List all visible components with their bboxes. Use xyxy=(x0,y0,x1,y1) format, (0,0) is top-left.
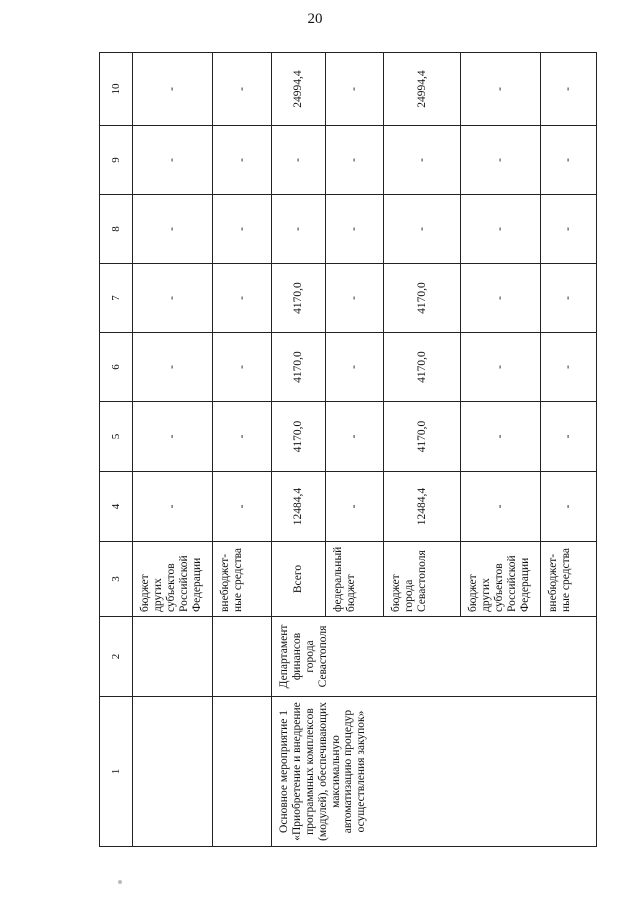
value-cell: - xyxy=(326,264,384,333)
value-cell: - xyxy=(541,333,597,402)
col-header-2: 2 xyxy=(100,617,133,697)
value-cell: 24994,4 xyxy=(384,53,461,126)
funding-source-cell: внебюджет-ные средства xyxy=(541,542,597,617)
scan-speck xyxy=(118,880,122,884)
measure-cell xyxy=(133,697,213,847)
col-header-7: 7 xyxy=(100,264,133,333)
funding-source-cell: Всего xyxy=(272,542,326,617)
value-cell: - xyxy=(133,195,213,264)
executor-cell: Департамент финансов города Севастополя xyxy=(272,617,597,697)
header-row xyxy=(100,53,133,847)
funding-source-cell: федеральный бюджет xyxy=(326,542,384,617)
col-header-3: 3 xyxy=(100,542,133,617)
value-cell: 12484,4 xyxy=(272,472,326,542)
value-cell: 4170,0 xyxy=(384,264,461,333)
value-cell: - xyxy=(133,402,213,472)
value-cell: 4170,0 xyxy=(272,402,326,472)
value-cell: - xyxy=(133,53,213,126)
value-cell: - xyxy=(213,264,272,333)
value-cell: - xyxy=(326,472,384,542)
value-cell: 4170,0 xyxy=(384,402,461,472)
value-cell: - xyxy=(133,472,213,542)
value-cell: 12484,4 xyxy=(384,472,461,542)
table-row xyxy=(213,53,272,847)
value-cell: - xyxy=(541,264,597,333)
value-cell: - xyxy=(541,195,597,264)
value-cell: - xyxy=(133,333,213,402)
col-header-1: 1 xyxy=(100,697,133,847)
executor-cell xyxy=(213,617,272,697)
value-cell: - xyxy=(541,402,597,472)
value-cell: - xyxy=(326,333,384,402)
funding-source-cell: внебюджет-ные средства xyxy=(213,542,272,617)
table-frame xyxy=(99,53,589,847)
col-header-4: 4 xyxy=(100,472,133,542)
value-cell: - xyxy=(272,195,326,264)
value-cell: - xyxy=(326,53,384,126)
value-cell: - xyxy=(133,126,213,195)
value-cell: 4170,0 xyxy=(272,333,326,402)
value-cell: - xyxy=(326,126,384,195)
budget-table xyxy=(99,52,597,847)
funding-source-cell: бюджет других субъектов Российской Федерации xyxy=(461,542,541,617)
col-header-6: 6 xyxy=(100,333,133,402)
value-cell: 4170,0 xyxy=(272,264,326,333)
value-cell: - xyxy=(461,402,541,472)
value-cell: - xyxy=(384,195,461,264)
table-row xyxy=(133,53,213,847)
value-cell: - xyxy=(384,126,461,195)
col-header-5: 5 xyxy=(100,402,133,472)
col-header-10: 10 xyxy=(100,53,133,126)
value-cell: - xyxy=(213,402,272,472)
value-cell: - xyxy=(461,53,541,126)
page-number: 20 xyxy=(307,11,323,27)
rotated-table-container xyxy=(99,53,589,847)
value-cell: - xyxy=(461,264,541,333)
value-cell: - xyxy=(213,472,272,542)
value-cell: - xyxy=(541,472,597,542)
value-cell: - xyxy=(461,126,541,195)
value-cell: - xyxy=(541,53,597,126)
value-cell: - xyxy=(213,333,272,402)
value-cell: - xyxy=(461,333,541,402)
value-cell: - xyxy=(461,195,541,264)
value-cell: - xyxy=(461,472,541,542)
value-cell: - xyxy=(133,264,213,333)
table-row xyxy=(272,53,326,847)
executor-cell xyxy=(133,617,213,697)
col-header-9: 9 xyxy=(100,126,133,195)
main-measure-cell: Основное мероприятие 1 «Приобретение и внедрение программных комплексов (модулей), обеспечивающих максимальную автоматизацию процедур осуществления закупок» xyxy=(272,697,597,847)
value-cell: - xyxy=(213,126,272,195)
value-cell: - xyxy=(326,402,384,472)
value-cell: - xyxy=(213,195,272,264)
value-cell: - xyxy=(213,53,272,126)
funding-source-cell: бюджет других субъектов Российской Федерации xyxy=(133,542,213,617)
value-cell: - xyxy=(326,195,384,264)
funding-source-cell: бюджет города Севастополя xyxy=(384,542,461,617)
col-header-8: 8 xyxy=(100,195,133,264)
value-cell: 4170,0 xyxy=(384,333,461,402)
value-cell: - xyxy=(272,126,326,195)
measure-cell xyxy=(213,697,272,847)
value-cell: - xyxy=(541,126,597,195)
value-cell: 24994,4 xyxy=(272,53,326,126)
